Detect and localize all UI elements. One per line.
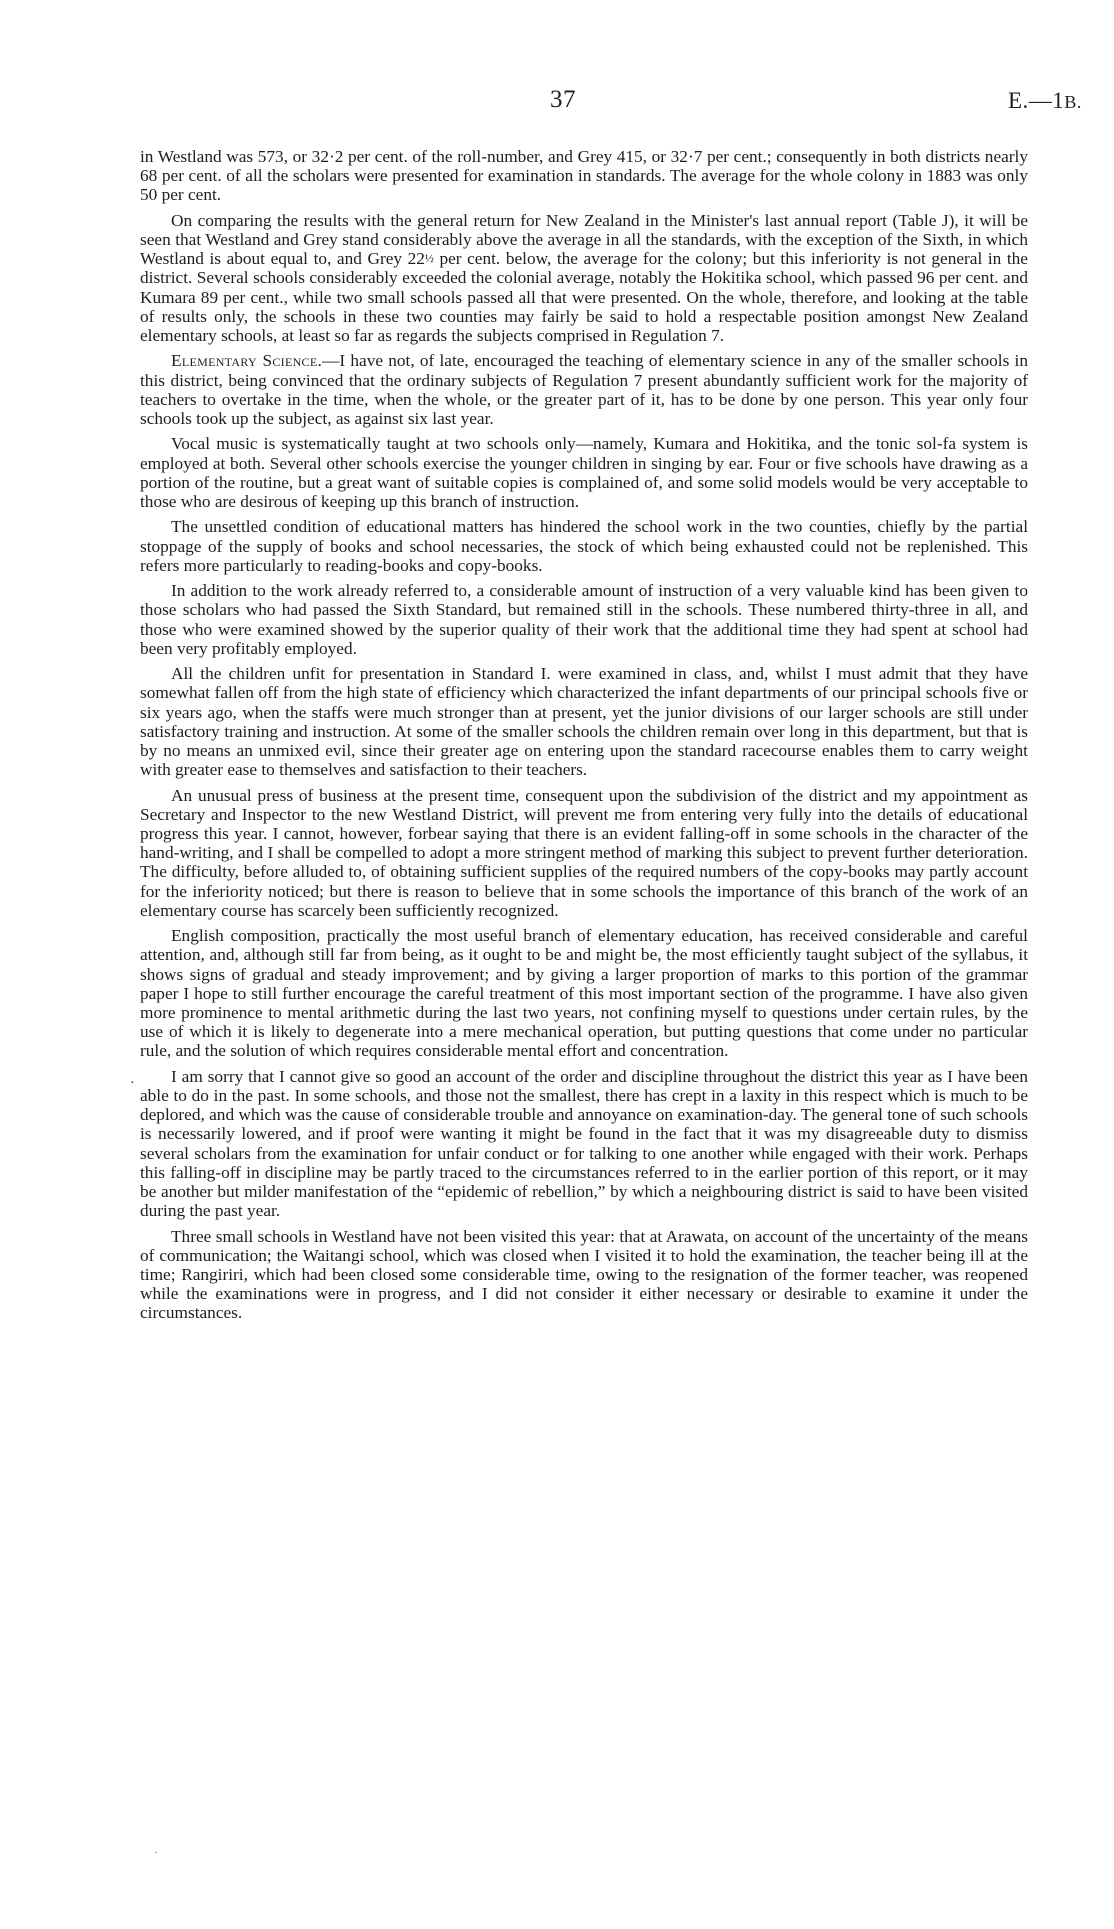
paragraph-text-part-a: On comparing the results with the general return for New Zealand in the Minister's last annual report (Table J), it will be seen that Westland and Grey stand considerably above the average in all the standards, with the exception of the Sixth, in which Westland is about equal to, and Grey 22 (140, 210, 1028, 269)
paragraph-infant-departments: All the children unfit for presentation in Standard I. were examined in class, and, whilst I must admit that they have somewhat fallen off from the high state of efficiency which characterized the infant departments of our principal schools five or six years ago, when the staffs were much stronger than at present, yet the junior divisions of our larger schools are still under satisfactory training and instruction. At some of the smaller schools the children remain over long in this department, but that is by no means an unmixed evil, since their greater age on entering upon the standard racecourse enables them to carry weight with greater ease to themselves and satisfaction to their teachers. (140, 664, 1028, 780)
paragraph-unvisited-schools: Three small schools in Westland have not been visited this year: that at Arawata, on account of the uncertainty of the means of communication; the Waitangi school, which was closed when I visited it to hold the examination, the teacher being ill at the time; Rangiriri, which had been closed some considerable time, owing to the resignation of the former teacher, was reopened while the examinations were in progress, and I did not consider it either necessary or desirable to examine it under the circumstances. (140, 1226, 1028, 1323)
paragraph-additional-instruction: In addition to the work already referred to, a considerable amount of instruction of a very valuable kind has been given to those scholars who had passed the Sixth Standard, but remained still in the schools. These numbered thirty-three in all, and those who were examined showed by the superior quality of their work that the additional time they had spent at school had been very profitably employed. (140, 581, 1028, 658)
document-reference-suffix: B. (1064, 92, 1082, 112)
paragraph-unsettled-condition: The unsettled condition of educational matters has hindered the school work in the two counties, chiefly by the partial stoppage of the supply of books and school necessaries, the stock of which being exhausted could not be replenished. This refers more particularly to reading-books and copy-books. (140, 517, 1028, 575)
page-number: 37 (550, 86, 576, 113)
paragraph-elementary-science (140, 351, 1028, 428)
document-reference-main: E.—1 (1008, 88, 1065, 113)
section-heading-elementary-science: Elementary Science. (171, 351, 323, 371)
paragraph-continuation: in Westland was 573, or 32·2 per cent. of the roll-number, and Grey 415, or 32·7 per cent.; consequently in both districts nearly 68 per cent. of all the scholars were presented for examination in standards. The average for the whole colony in 1883 was only 50 per cent. (140, 147, 1028, 205)
bottom-mark: · (154, 1845, 158, 1859)
margin-mark: · (130, 1076, 135, 1091)
paragraph-handwriting: An unusual press of business at the present time, consequent upon the subdivision of the district and my appointment as Secretary and Inspector to the new Westland District, will prevent me from entering very fully into the details of educational progress this year. I cannot, however, forbear saying that there is an evident falling-off in some schools in the character of the hand-writing, and I shall be compelled to adopt a more stringent method of marking this subject to prevent further deterioration. The difficulty, before alluded to, of obtaining sufficient supplies of the required numbers of the copy-books may partly account for the inferiority noticed; but there is reason to believe that in some schools the importance of this branch of the work of an elementary course has scarcely been sufficiently recognized. (140, 785, 1028, 920)
paragraph-text: —I have not, of late, encouraged the teaching of elementary science in any of the smaller schools in this district, being convinced that the ordinary subjects of Regulation 7 present abundantly sufficient work for the majority of teachers to overtake in the time, when the whole, or the greater part of it, has to be done by one person. This year only four schools took up the subject, as against six last year. (140, 351, 1028, 429)
fraction-half: ½ (424, 251, 434, 266)
paragraph-english-composition: English composition, practically the most useful branch of elementary education, has received considerable and careful attention, and, although still far from being, as it ought to be and might be, the most efficiently taught subject of the syllabus, it shows signs of gradual and steady improvement; and by giving a larger proportion of marks to this portion of the grammar paper I hope to still further encourage the careful treatment of this most important section of the programme. I have also given more prominence to mental arithmetic during the last two years, not confining myself to questions under certain rules, by the use of which it is likely to degenerate into a mere mechanical operation, but putting questions that come under no particular rule, and the solution of which requires considerable mental effort and concentration. (140, 926, 1028, 1061)
paragraph-vocal-music: Vocal music is systematically taught at two schools only—namely, Kumara and Hokitika, and the tonic sol-fa system is employed at both. Several other schools exercise the younger children in singing by ear. Four or five schools have drawing as a portion of the routine, but a great want of suitable copies is complained of, and some solid models would be very acceptable to those who are desirous of keeping up this branch of instruction. (140, 434, 1028, 512)
paragraph-order-discipline: I am sorry that I cannot give so good an account of the order and discipline throughout the district this year as I have been able to do in the past. In some schools, and those not the smallest, there has crept in a laxity in this respect which is much to be deplored, and which was the cause of considerable trouble and annoyance on examination-day. The general tone of such schools is necessarily lowered, and if proof were wanting it might be found in the fact that it was my disagreeable duty to dismiss several scholars from the examination for unfair conduct or for talking to one another while engaged with their work. Perhaps this falling-off in discipline may be partly traced to the circumstances referred to in the earlier portion of this report, or it may be another but milder manifestation of the “epidemic of rebellion,” by which a neighbouring district is said to have been visited during the past year. (140, 1066, 1028, 1221)
document-reference (1008, 88, 1082, 114)
paragraph-results-comparison (140, 211, 1028, 345)
paragraph-text-part-b: per cent. below, the average for the colony; but this inferiority is not general in the district. Several schools considerably exceeded the colonial average, notably the Hokitika school, which passed 96 per cent. and Kumara 89 per cent., while two small schools passed all that were presented. On the whole, therefore, and looking at the table of results only, the schools in these two counties may fairly be said to hold a respectable position amongst New Zealand elementary schools, at least so far as regards the subjects comprised in Regulation 7. (140, 249, 1028, 346)
body-text (140, 147, 1028, 1329)
